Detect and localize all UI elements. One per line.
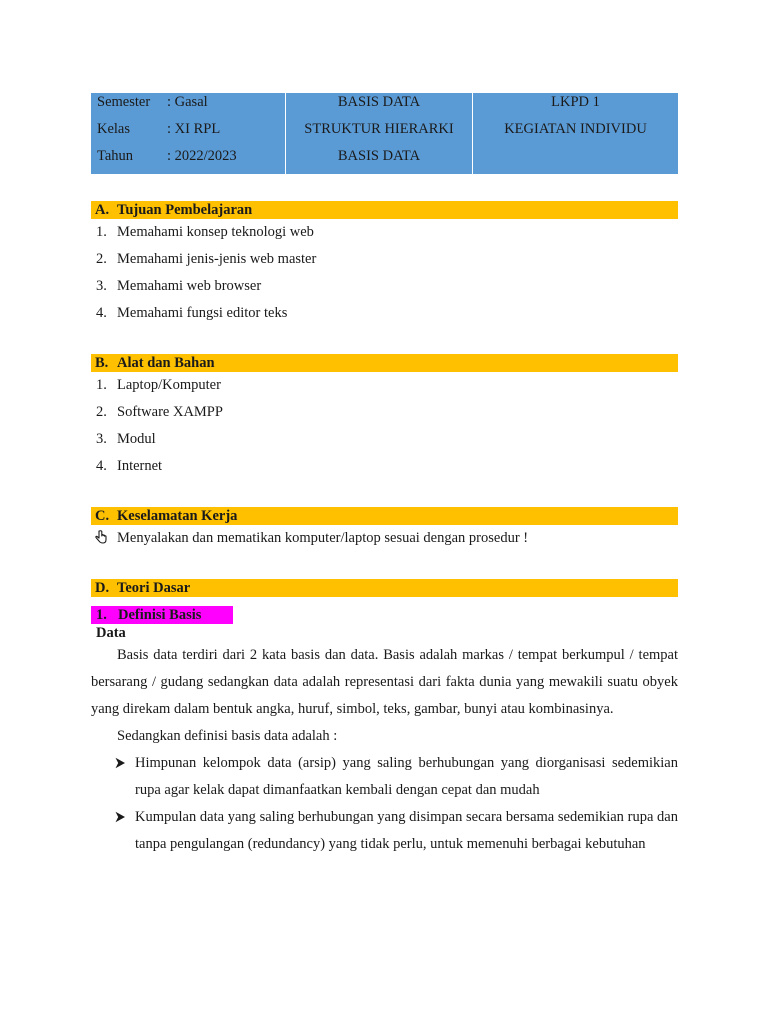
header-value: : 2022/2023: [167, 148, 237, 164]
paragraph-intro: Sedangkan definisi basis data adalah :: [117, 728, 338, 744]
hand-pointer-icon: [91, 525, 117, 552]
subheading-definisi: [91, 606, 233, 641]
arrow-list-text: Kumpulan data yang saling berhubungan yang disimpan secara bersama sedemikian rupa dan tanpa pengulangan (redundancy) yang tidak perlu, untuk memenuhi berbagai kebutuhan: [135, 809, 678, 852]
header-table: [91, 93, 678, 174]
list-text: Memahami konsep teknologi web: [117, 224, 314, 240]
list-number: 3.: [96, 431, 107, 447]
header-activity-line: LKPD 1: [551, 94, 600, 110]
arrow-list-item: [91, 750, 678, 804]
section-letter: D.: [95, 580, 110, 596]
list-item: [91, 453, 678, 480]
header-key: Tahun: [97, 148, 134, 164]
header-activity-line: KEGIATAN INDIVIDU: [504, 121, 647, 137]
section-title-text: Teori Dasar: [117, 580, 191, 596]
arrowhead-icon: [91, 750, 135, 804]
section-title-text: Tujuan Pembelajaran: [117, 202, 253, 218]
header-row-kelas: [97, 120, 285, 147]
header-subject-line: STRUKTUR HIERARKI: [304, 121, 454, 137]
header-key: Semester: [97, 94, 151, 110]
list-item: [91, 219, 678, 246]
section-title: [91, 201, 678, 219]
list-text: Internet: [117, 458, 163, 474]
list-item: [91, 372, 678, 399]
arrow-list-text: Himpunan kelompok data (arsip) yang saling berhubungan yang diorganisasi sedemikian rupa agar kelak dapat dimanfaatkan kembali dengan cepat dan mudah: [135, 755, 678, 798]
list-text: Memahami web browser: [117, 278, 262, 294]
section-title-text: Alat dan Bahan: [117, 355, 215, 371]
section-keselamatan: [91, 507, 678, 552]
header-row-semester: [97, 93, 285, 120]
document-page: [91, 93, 678, 858]
list-number: 1.: [96, 377, 107, 393]
list-item: [91, 426, 678, 453]
header-value: : XI RPL: [167, 121, 221, 137]
header-value: : Gasal: [167, 94, 208, 110]
subheading-text: Definisi Basis Data: [96, 607, 202, 641]
list-item: [91, 246, 678, 273]
section-title: [91, 354, 678, 372]
list-text: Memahami jenis-jenis web master: [117, 251, 317, 267]
numbered-list: [91, 372, 678, 480]
list-item: [91, 399, 678, 426]
arrow-list-item: [91, 804, 678, 858]
list-item: [91, 300, 678, 327]
header-row-tahun: [97, 147, 285, 174]
list-item: [91, 525, 678, 552]
list-text: Software XAMPP: [117, 404, 223, 420]
section-letter: B.: [95, 355, 109, 371]
list-number: 2.: [96, 404, 107, 420]
section-letter: C.: [95, 508, 110, 524]
subheading-number: 1.: [96, 607, 107, 623]
list-number: 4.: [96, 458, 107, 474]
list-number: 4.: [96, 305, 107, 321]
list-text: Modul: [117, 431, 156, 447]
header-key: Kelas: [97, 121, 131, 137]
section-teori-dasar: [91, 579, 678, 858]
list-number: 3.: [96, 278, 107, 294]
header-info-cell: [91, 93, 286, 174]
paragraph-definisi: Basis data terdiri dari 2 kata basis dan data. Basis adalah markas / tempat berkumpul / tempat bersarang / gudang sedangkan data adalah representasi dari fakta dunia yang mewakili suatu obyek yang direkam dalam bentuk angka, huruf, simbol, teks, gambar, bunyi atau kombinasinya.: [91, 647, 678, 717]
list-text: Memahami fungsi editor teks: [117, 305, 288, 321]
header-subject-line: BASIS DATA: [337, 94, 421, 110]
list-text: Laptop/Komputer: [117, 377, 221, 393]
header-subject-cell: [286, 93, 473, 174]
section-title-text: Keselamatan Kerja: [117, 508, 238, 524]
section-title: [91, 579, 678, 597]
header-subject-line: BASIS DATA: [337, 148, 421, 164]
bullet-list: [91, 525, 678, 552]
list-text: Menyalakan dan mematikan komputer/laptop sesuai dengan prosedur !: [117, 530, 529, 546]
section-title: [91, 507, 678, 525]
list-number: 2.: [96, 251, 107, 267]
list-number: 1.: [96, 224, 107, 240]
section-alat-bahan: [91, 354, 678, 480]
header-activity-cell: [473, 93, 678, 174]
section-tujuan: [91, 201, 678, 327]
arrowhead-icon: [91, 804, 135, 858]
numbered-list: [91, 219, 678, 327]
section-letter: A.: [95, 202, 110, 218]
list-item: [91, 273, 678, 300]
